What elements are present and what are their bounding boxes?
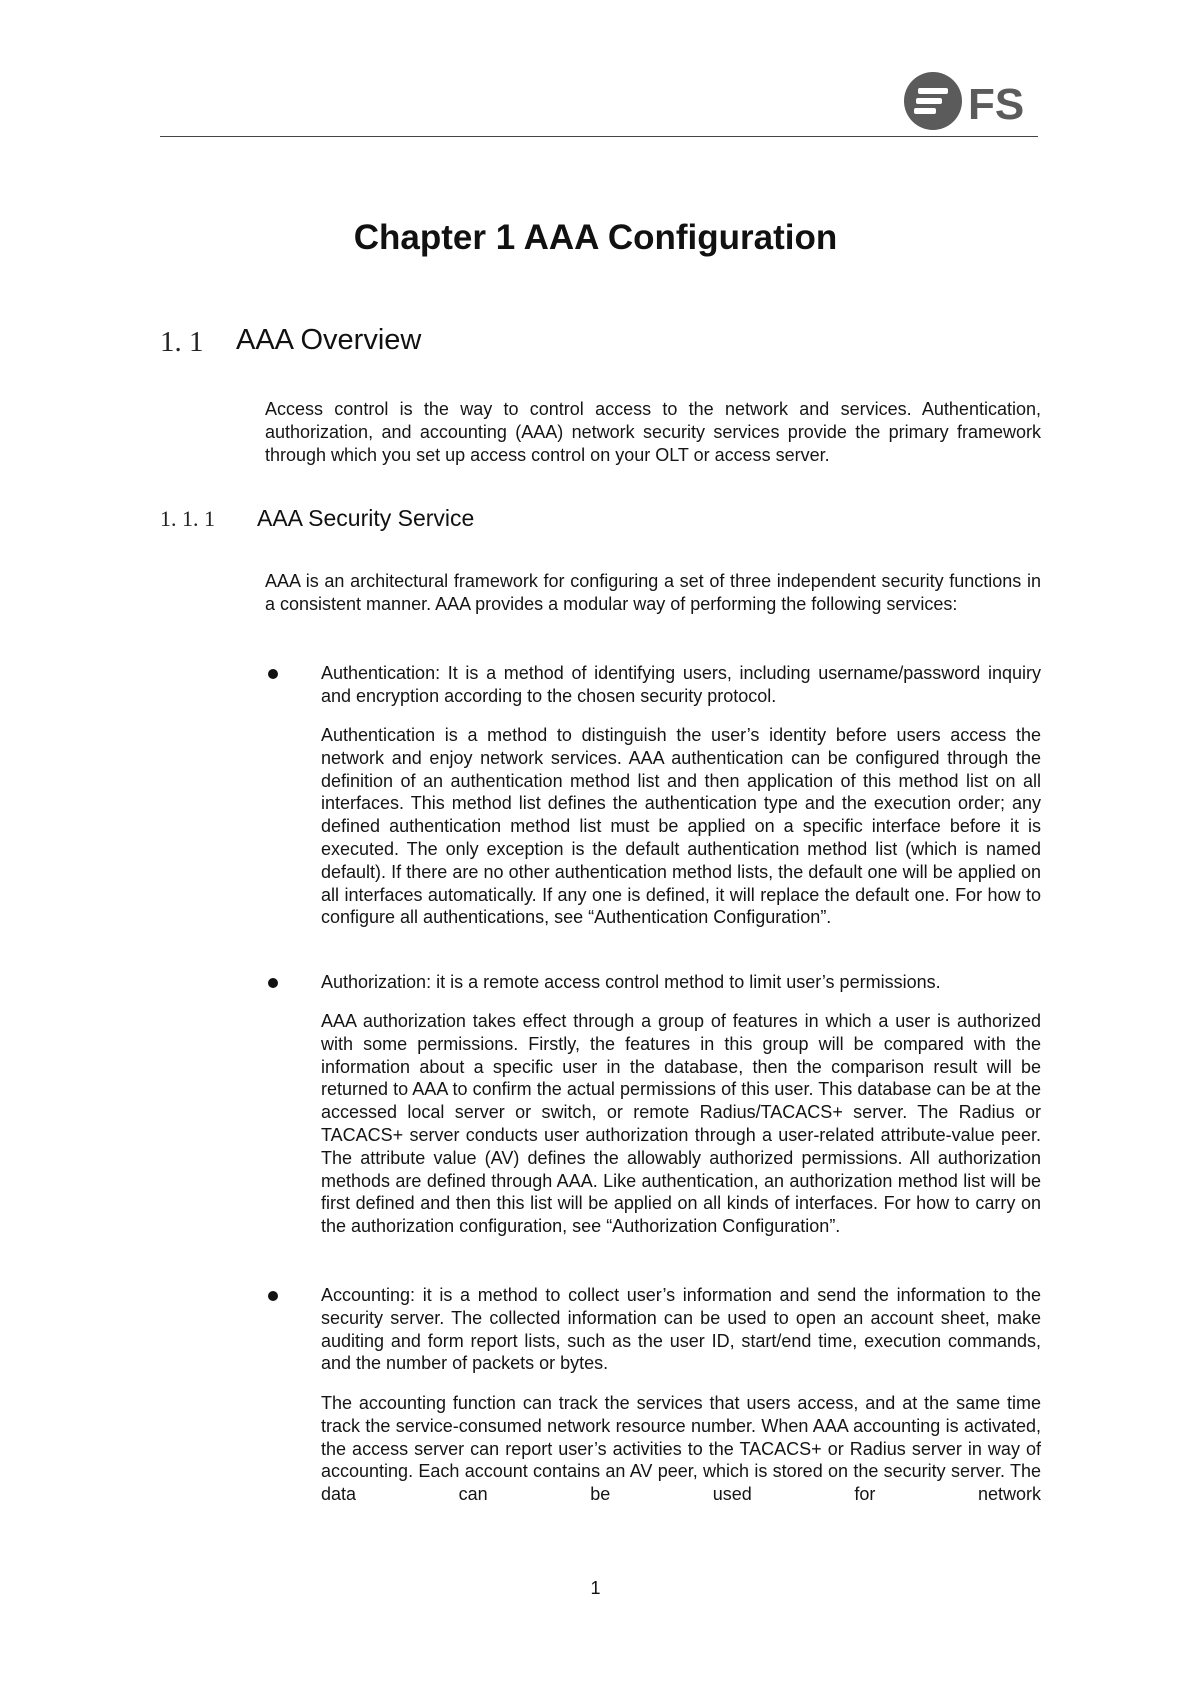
bullet-authentication-detail: Authentication is a method to distinguish the user’s identity before users access the network and enjoy network services. AAA authentication can be configured through the definition of an authentication method list and then application of this method list on all interfaces. This method list defines the authentication type and the execution order; any defined authentication method list must be applied on a specific interface before it is executed. The only exception is the default authentication method list (which is named default). If there are no other authentication method lists, the default one will be applied on all interfaces automatically. If any one is defined, it will replace the default one. For how to configure all authentications, see “Authentication Configuration”. xyxy=(321,725,1041,928)
subsection-title: AAA Security Service xyxy=(257,505,475,531)
header-rule xyxy=(160,136,1038,137)
bullet-icon xyxy=(268,1291,278,1301)
section-intro: Access control is the way to control access to the network and services. Authentication, authorization, and accounting (AAA) network security services provide the primary framework through which you set up access control on your OLT or access server. xyxy=(265,399,1041,465)
bullet-authorization-lead: Authorization: it is a remote access control method to limit user’s permissions. xyxy=(321,972,941,992)
chapter-title: Chapter 1 AAA Configuration xyxy=(353,218,838,257)
subsection-intro: AAA is an architectural framework for configuring a set of three independent security functions in a consistent manner. AAA provides a modular way of performing the following services: xyxy=(265,571,1041,614)
subsection-number: 1. 1. 1 xyxy=(160,506,215,531)
page-number: 1 xyxy=(590,1578,601,1598)
bullet-accounting-detail: The accounting function can track the services that users access, and at the same time track the service-consumed network resource number. When AAA accounting is activated, the access server can report user’s activities to the TACACS+ or Radius server in way of accounting. Each account contains an AV peer, which is stored on the security server. The data can be used for network xyxy=(321,1393,1041,1505)
bullet-icon xyxy=(268,978,278,988)
bullet-authorization-detail: AAA authorization takes effect through a group of features in which a user is authorized with some permissions. Firstly, the features in this group will be compared with the information about a specific user in the database, then the comparison result will be returned to AAA to confirm the actual permissions of this user. This database can be at the accessed local server or switch, or remote Radius/TACACS+ server. The Radius or TACACS+ server conducts user authorization through a user-related attribute-value peer. The attribute value (AV) defines the allowably authorized permissions. All authorization methods are defined through AAA. Like authentication, an authorization method list will be first defined and then this list will be applied on all kinds of interfaces. For how to carry on the authorization configuration, see “Authorization Configuration”. xyxy=(321,1011,1041,1237)
bullet-accounting-lead: Accounting: it is a method to collect user’s information and send the information to the security server. The collected information can be used to open an account sheet, make auditing and form report lists, such as the user ID, start/end time, execution commands, and the number of packets or bytes. xyxy=(321,1285,1041,1374)
bullet-icon xyxy=(268,669,278,679)
section-title: AAA Overview xyxy=(236,324,422,356)
bullet-authentication-lead: Authentication: It is a method of identifying users, including username/password inquiry and encryption according to the chosen security protocol. xyxy=(321,663,1041,706)
logo-text: FS xyxy=(968,80,1025,129)
fs-logo xyxy=(902,70,1036,132)
section-number: 1. 1 xyxy=(160,326,204,358)
